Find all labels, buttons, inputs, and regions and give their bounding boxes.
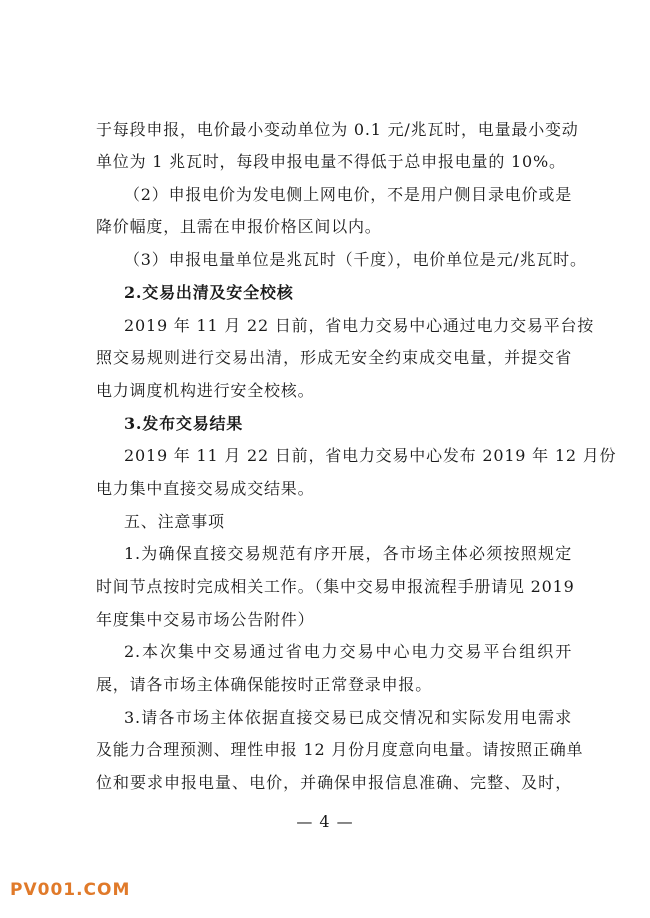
paragraph-line: 年度集中交易市场公告附件） [96,610,315,629]
section-heading: 2.交易出清及安全校核 [124,283,294,302]
watermark-logo: PV001.COM [10,880,131,900]
paragraph-line: 单位为 1 兆瓦时，每段申报电量不得低于总申报电量的 10%。 [96,152,566,171]
paragraph-line: 降价幅度，且需在申报价格区间以内。 [96,217,382,236]
paragraph-line: 位和要求申报电量、电价，并确保申报信息准确、完整、及时， [96,773,572,792]
paragraph-line: 时间节点按时完成相关工作。（集中交易申报流程手册请见 2019 [96,577,575,596]
paragraph-line: 电力调度机构进行安全校核。 [96,381,315,400]
paragraph-line: 2.本次集中交易通过省电力交易中心电力交易平台组织开 [124,642,572,661]
section-heading: 五、注意事项 [124,512,225,531]
paragraph-line: 展，请各市场主体确保能按时正常登录申报。 [96,675,433,694]
section-heading: 3.发布交易结果 [124,414,244,433]
paragraph-line: 3.请各市场主体依据直接交易已成交情况和实际发用电需求 [124,708,572,727]
paragraph-line: 2019 年 11 月 22 日前，省电力交易中心通过电力交易平台按 [124,316,595,335]
paragraph-line: （3）申报电量单位是兆瓦时（千度），电价单位是元/兆瓦时。 [124,250,587,269]
paragraph-line: （2）申报电价为发电侧上网电价，不是用户侧目录电价或是 [124,185,572,204]
paragraph-line: 2019 年 11 月 22 日前，省电力交易中心发布 2019 年 12 月份 [124,446,617,465]
page-number: — 4 — [296,812,354,831]
paragraph-line: 1.为确保直接交易规范有序开展，各市场主体必须按照规定 [124,544,572,563]
paragraph-line: 电力集中直接交易成交结果。 [96,479,315,498]
paragraph-line: 及能力合理预测、理性申报 12 月份月度意向电量。请按照正确单 [96,740,584,759]
paragraph-line: 照交易规则进行交易出清，形成无安全约束成交电量，并提交省 [96,348,572,367]
paragraph-line: 于每段申报，电价最小变动单位为 0.1 元/兆瓦时，电量最小变动 [96,120,579,139]
